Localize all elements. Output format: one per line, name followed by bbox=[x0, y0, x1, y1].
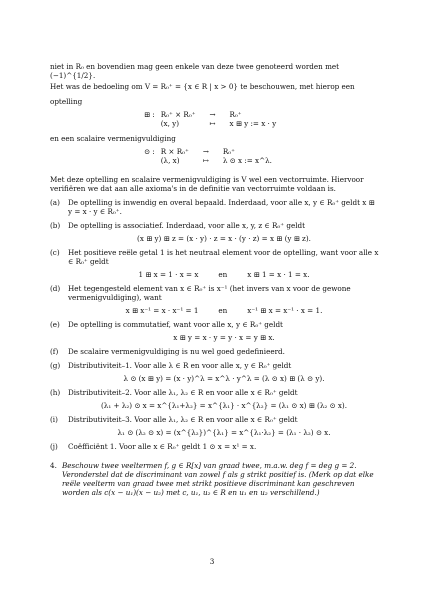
axiom-equation: λ ⊙ (x ⊞ y) = (x · y)^λ = x^λ · y^λ = (λ ⊙ x) ⊞ (λ ⊙ y). bbox=[123, 374, 325, 383]
scalar-symbol-blank bbox=[140, 156, 157, 165]
axiom-equation-connector: en bbox=[218, 306, 228, 315]
axiom-item-j bbox=[50, 442, 380, 451]
axiom-label: (g) bbox=[50, 361, 61, 370]
optelling-domain: R₀⁺ × R₀⁺ bbox=[160, 110, 196, 119]
axiom-label: (f) bbox=[50, 347, 59, 356]
axiom-label: (d) bbox=[50, 284, 61, 293]
scalar-mapsto: ↦ bbox=[202, 156, 209, 165]
optelling-symbol-blank bbox=[140, 119, 157, 128]
optelling-pair: (x, y) bbox=[160, 119, 180, 128]
scalar-codomain: R₀⁺ bbox=[222, 147, 235, 156]
axiom-text: Het tegengesteld element van x ∈ R₀⁺ is x⁻¹ (het invers van x voor de gewone vermenigvuldiging), want bbox=[68, 284, 351, 302]
axiom-label: (b) bbox=[50, 221, 61, 230]
axiom-equation-pair bbox=[68, 306, 380, 315]
axiom-label: (e) bbox=[50, 320, 60, 329]
axiom-item-d bbox=[50, 284, 380, 315]
axiom-text: De optelling is inwendig en overal bepaald. Inderdaad, voor alle x, y ∈ R₀⁺ geldt x ⊞ y = x · y ∈ R₀⁺. bbox=[68, 198, 375, 216]
scalar-pair: (λ, x) bbox=[160, 156, 180, 165]
axiom-item-f bbox=[50, 347, 380, 356]
axiom-equation-right: x⁻¹ ⊞ x = x⁻¹ · x = 1. bbox=[247, 306, 323, 315]
scalar-definition bbox=[50, 147, 380, 165]
axiom-list bbox=[50, 198, 380, 451]
optelling-arrow: → bbox=[209, 110, 216, 119]
axiom-item-e bbox=[50, 320, 380, 342]
axiom-item-h bbox=[50, 388, 380, 410]
exercise-4 bbox=[50, 461, 380, 497]
axiom-equation-right: x ⊞ 1 = x · 1 = x. bbox=[247, 270, 310, 279]
intro-line-2: Het was de bedoeling om V = R₀⁺ = {x ∈ R | x > 0} te beschouwen, met hierop een bbox=[50, 82, 355, 91]
axiom-item-c bbox=[50, 248, 380, 279]
axiom-text: Coëfficiënt 1. Voor alle x ∈ R₀⁺ geldt 1 ⊙ x = x¹ = x. bbox=[68, 442, 257, 451]
axiom-equation-connector: en bbox=[218, 270, 228, 279]
scalar-symbol: ⊙ : bbox=[144, 147, 155, 156]
scalar-label: en een scalaire vermenigvuldiging bbox=[50, 134, 176, 143]
axiom-text: Distributiviteit–3. Voor alle λ₁, λ₂ ∈ R en voor alle x ∈ R₀⁺ geldt bbox=[68, 415, 298, 424]
axiom-text: Distributiviteit–2. Voor alle λ₁, λ₂ ∈ R en voor alle x ∈ R₀⁺ geldt bbox=[68, 388, 298, 397]
optelling-definition bbox=[50, 110, 380, 128]
intro-line-1: niet in R₀ en bovendien mag geen enkele van deze twee genoteerd worden met (−1)^{1/2}. bbox=[50, 62, 340, 80]
claim-paragraph: Met deze optelling en scalaire vermenigvuldiging is V wel een vectorruimte. Hiervoor verifiëren we dat aan alle axioma's in de definitie van vectorruimte voldaan is. bbox=[50, 175, 364, 193]
axiom-text: De optelling is commutatief, want voor alle x, y ∈ R₀⁺ geldt bbox=[68, 320, 283, 329]
axiom-equation: (λ₁ + λ₂) ⊙ x = x^{λ₁+λ₂} = x^{λ₁} · x^{λ₂} = (λ₁ ⊙ x) ⊞ (λ₂ ⊙ x). bbox=[100, 401, 348, 410]
axiom-text: Het positieve reële getal 1 is het neutraal element voor de optelling, want voor alle x ∈ R₀⁺ geldt bbox=[68, 248, 379, 266]
axiom-equation: x ⊞ y = x · y = y · x = y ⊞ x. bbox=[173, 333, 275, 342]
axiom-item-i bbox=[50, 415, 380, 437]
optelling-label: optelling bbox=[50, 97, 83, 106]
axiom-item-g bbox=[50, 361, 380, 383]
document-page bbox=[50, 62, 380, 497]
optelling-rule: x ⊞ y := x · y bbox=[229, 119, 277, 128]
scalar-rule: λ ⊙ x := x^λ. bbox=[222, 156, 272, 165]
axiom-equation-left: x ⊞ x⁻¹ = x · x⁻¹ = 1 bbox=[125, 306, 199, 315]
axiom-label: (a) bbox=[50, 198, 60, 207]
axiom-label: (j) bbox=[50, 442, 58, 451]
axiom-label: (i) bbox=[50, 415, 58, 424]
scalar-arrow: → bbox=[202, 147, 209, 156]
axiom-equation-pair bbox=[68, 270, 380, 279]
axiom-label: (c) bbox=[50, 248, 60, 257]
optelling-symbol: ⊞ : bbox=[144, 110, 155, 119]
exercise-text: Beschouw twee veeltermen f, g ∈ R[x] van graad twee, m.a.w. deg f = deg g = 2. Veronderstel dat de discriminant van zowel f als g strikt positief is. (Merk op dat elke reële veelterm van graad twee met strikt positieve discriminant kan geschreven worden als c(x − u₁)(x − u₂) met c, u₁, u₂ ∈ R en u₁ en u₂ verschillend.) bbox=[62, 461, 374, 497]
scalar-domain: R × R₀⁺ bbox=[160, 147, 189, 156]
axiom-item-b bbox=[50, 221, 380, 243]
axiom-equation: λ₁ ⊙ (λ₂ ⊙ x) = (x^{λ₂})^{λ₁} = x^{λ₁·λ₂} = (λ₁ · λ₂) ⊙ x. bbox=[117, 428, 331, 437]
axiom-text: De optelling is associatief. Inderdaad, voor alle x, y, z ∈ R₀⁺ geldt bbox=[68, 221, 306, 230]
axiom-equation: (x ⊞ y) ⊞ z = (x · y) · z = x · (y · z) = x ⊞ (y ⊞ z). bbox=[137, 234, 311, 243]
axiom-label: (h) bbox=[50, 388, 61, 397]
optelling-codomain: R₀⁺ bbox=[229, 110, 242, 119]
axiom-equation-left: 1 ⊞ x = 1 · x = x bbox=[138, 270, 199, 279]
page-number: 3 bbox=[209, 557, 215, 566]
axiom-text: Distributiviteit–1. Voor alle λ ∈ R en voor alle x, y ∈ R₀⁺ geldt bbox=[68, 361, 292, 370]
optelling-mapsto: ↦ bbox=[209, 119, 216, 128]
axiom-item-a bbox=[50, 198, 380, 216]
axiom-text: De scalaire vermenigvuldiging is nu wel goed gedefinieerd. bbox=[68, 347, 285, 356]
exercise-number: 4. bbox=[50, 461, 57, 470]
